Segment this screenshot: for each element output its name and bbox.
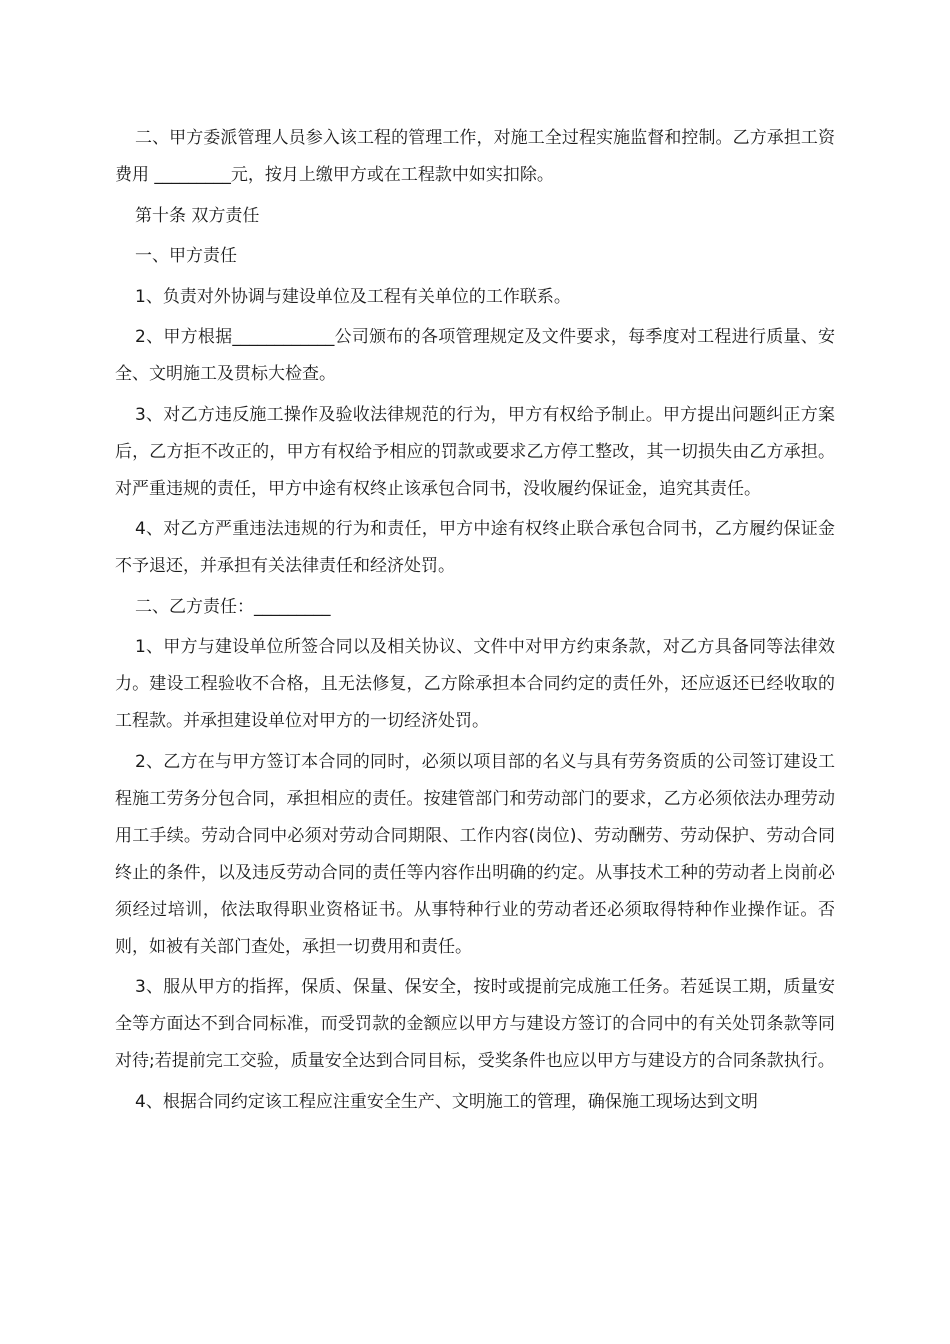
document-body [115, 120, 835, 1124]
section-heading-party-a: 一、甲方责任 [135, 246, 237, 266]
paragraph-party-b-2: 2、乙方在与甲方签订本合同的同时，必须以项目部的名义与具有劳务资质的公司签订建设工程施工劳务分包合同，承担相应的责任。按建管部门和劳动部门的要求，乙方必须依法办理劳动用工手续。劳动合同中必须对劳动合同期限、工作内容(岗位)、劳动酬劳、劳动保护、劳动合同终止的条件，以及违反劳动合同的责任等内容作出明确的约定。从事技术工种的劳动者上岗前必须经过培训，依法取得职业资格证书。从事特种行业的劳动者还必须取得特种作业操作证。否则，如被有关部门查处，承担一切费用和责任。 [115, 751, 835, 957]
section-heading-party-b: 二、乙方责任：_________ [135, 596, 331, 617]
paragraph-party-a-4: 4、对乙方严重违法违规的行为和责任，甲方中途有权终止联合承包合同书，乙方履约保证金不予退还，并承担有关法律责任和经济处罚。 [115, 519, 835, 576]
article-heading: 第十条 双方责任 [135, 205, 260, 226]
paragraph-party-a-2: 2、甲方根据____________公司颁布的各项管理规定及文件要求，每季度对工程进行质量、安全、文明施工及贯标大检查。 [115, 327, 835, 384]
paragraph-party-b-3: 3、服从甲方的指挥，保质、保量、保安全，按时或提前完成施工任务。若延误工期，质量安全等方面达不到合同标准，而受罚款的金额应以甲方与建设方签订的合同中的有关处罚条款等同对待;若提前完工交验，质量安全达到合同目标，受奖条件也应以甲方与建设方的合同条款执行。 [115, 977, 835, 1071]
paragraph-party-b-1: 1、甲方与建设单位所签合同以及相关协议、文件中对甲方约束条款，对乙方具备同等法律效力。建设工程验收不合格，且无法修复，乙方除承担本合同约定的责任外，还应返还已经收取的工程款。并承担建设单位对甲方的一切经济处罚。 [115, 637, 835, 731]
paragraph-party-a-1: 1、负责对外协调与建设单位及工程有关单位的工作联系。 [135, 286, 571, 307]
paragraph-party-b-4: 4、根据合同约定该工程应注重安全生产、文明施工的管理，确保施工现场达到文明 [135, 1091, 758, 1112]
paragraph-party-a-3: 3、对乙方违反施工操作及验收法律规范的行为，甲方有权给予制止。甲方提出问题纠正方案后，乙方拒不改正的，甲方有权给予相应的罚款或要求乙方停工整改，其一切损失由乙方承担。对严重违规的责任，甲方中途有权终止该承包合同书，没收履约保证金，追究其责任。 [115, 404, 835, 499]
paragraph-supervision: 二、甲方委派管理人员参入该工程的管理工作，对施工全过程实施监督和控制。乙方承担工资费用 _________元，按月上缴甲方或在工程款中如实扣除。 [115, 128, 835, 185]
